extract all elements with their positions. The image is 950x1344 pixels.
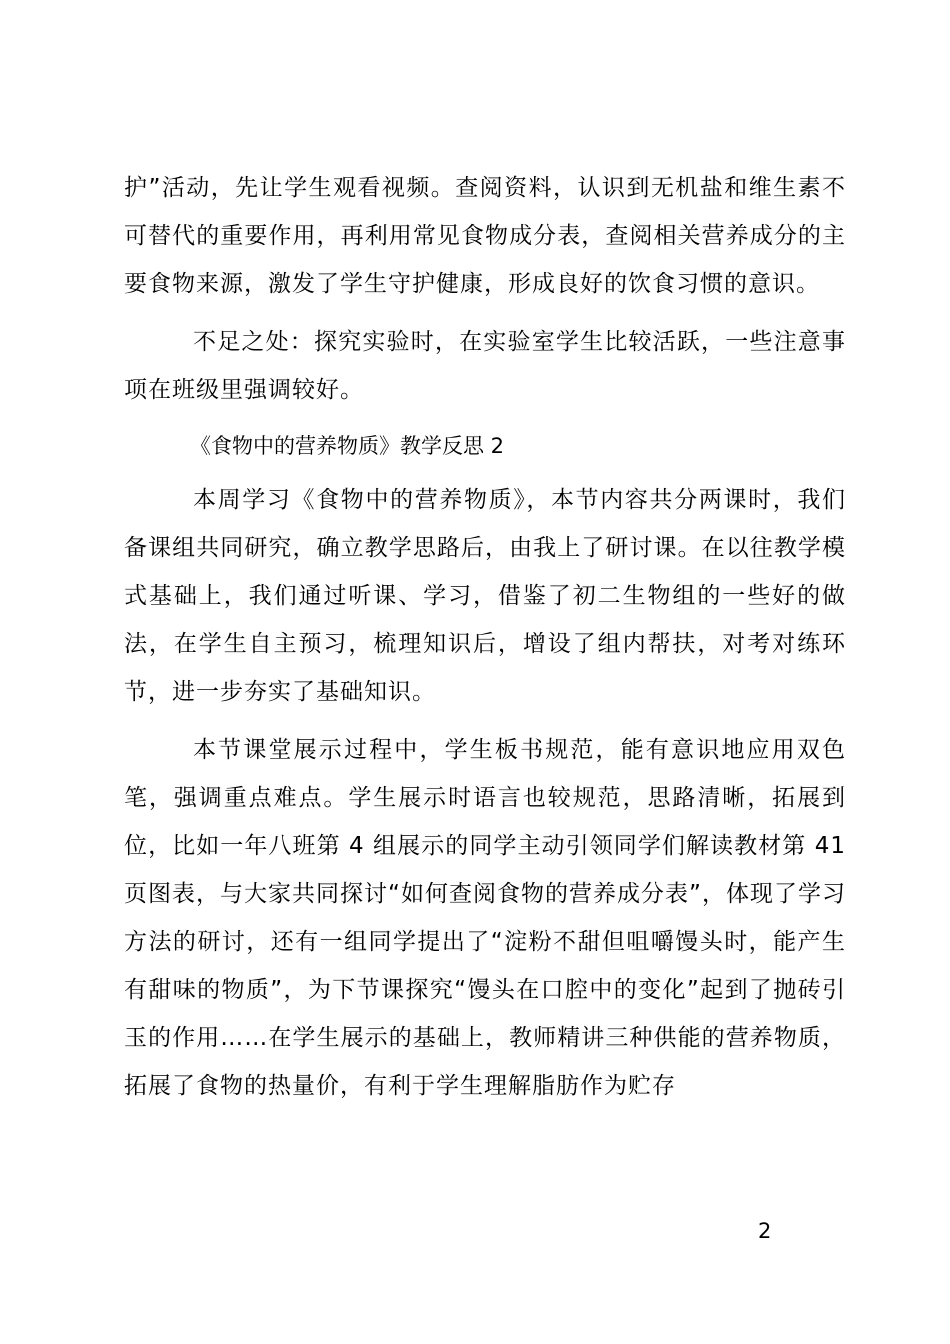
paragraph-shortcomings: 不足之处：探究实验时，在实验室学生比较活跃，一些注意事项在班级里强调较好。: [124, 329, 846, 403]
page-number: 2: [758, 1219, 772, 1243]
paragraph-weekly-study: 本周学习《食物中的营养物质》，本节内容共分两课时，我们备课组共同研究，确立教学思路后，由我上了研讨课。在以往教学模式基础上，我们通过听课、学习，借鉴了初二生物组的一些好的做法，在学生自主预习，梳理知识后，增设了组内帮扶，对考对练环节，进一步夯实了基础知识。: [124, 487, 846, 705]
section-heading: 《食物中的营养物质》教学反思 2: [190, 434, 505, 458]
paragraph-classroom-display: 本节课堂展示过程中，学生板书规范，能有意识地应用双色笔，强调重点难点。学生展示时语言也较规范，思路清晰，拓展到位，比如一年八班第 4 组展示的同学主动引领同学们解读教材第 41 页图表，与大家共同探讨“如何查阅食物的营养成分表”，体现了学习方法的研讨，还有一组同学提出了“淀粉不甜但咀嚼馒头时，能产生有甜味的物质”，为下节课探究“馒头在口腔中的变化”起到了抛砖引玉的作用……在学生展示的基础上，教师精讲三种供能的营养物质，拓展了食物的热量价，有利于学生理解脂肪作为贮存: [124, 737, 846, 1099]
document-body: [124, 164, 846, 1120]
paragraph-continuation: 护”活动，先让学生观看视频。查阅资料，认识到无机盐和维生素不可替代的重要作用，再利用常见食物成分表，查阅相关营养成分的主要食物来源，激发了学生守护健康，形成良好的饮食习惯的意识。: [124, 175, 846, 297]
